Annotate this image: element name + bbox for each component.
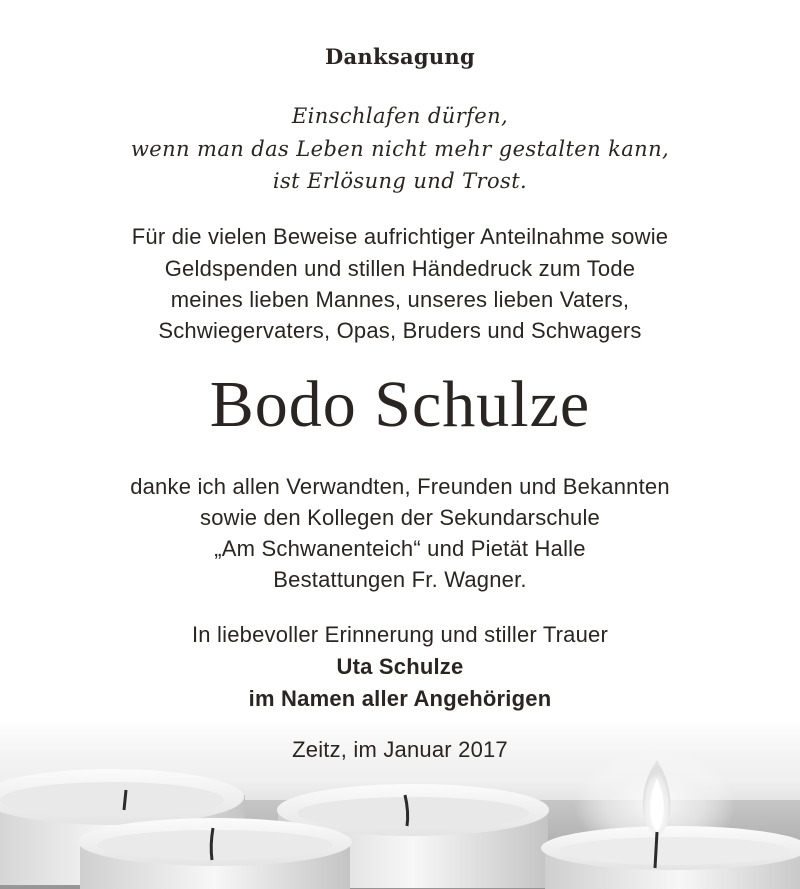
thanks-recipients-line: sowie den Kollegen der Sekundarschule bbox=[200, 505, 600, 530]
place-date: Zeitz, im Januar 2017 bbox=[292, 737, 508, 762]
poem-line: Einschlafen dürfen, bbox=[291, 104, 509, 128]
thanks-recipients-line: Bestattungen Fr. Wagner. bbox=[273, 567, 527, 592]
signer-name: Uta Schulze bbox=[336, 654, 464, 679]
poem-line: ist Erlösung und Trost. bbox=[272, 169, 528, 193]
deceased-name: Bodo Schulze bbox=[209, 368, 591, 441]
closing-text: In liebevoller Erinnerung und stiller Trauer bbox=[191, 622, 608, 647]
poem-line: wenn man das Leben nicht mehr gestalten kann, bbox=[130, 137, 670, 161]
thanks-intro-line: Für die vielen Beweise aufrichtiger Anteilnahme sowie bbox=[131, 224, 669, 249]
thanks-recipients-line: danke ich allen Verwandten, Freunden und Bekannten bbox=[130, 474, 670, 499]
signer-note: im Namen aller Angehörigen bbox=[248, 686, 552, 711]
thanks-intro-line: Geldspenden und stillen Händedruck zum Tode bbox=[164, 256, 636, 281]
notice-heading: Danksagung bbox=[325, 44, 475, 69]
thanks-intro-line: Schwiegervaters, Opas, Bruders und Schwagers bbox=[158, 318, 642, 343]
thanks-intro-line: meines lieben Mannes, unseres lieben Vaters, bbox=[170, 287, 630, 312]
thanks-recipients-line: „Am Schwanenteich“ und Pietät Halle bbox=[214, 536, 586, 561]
